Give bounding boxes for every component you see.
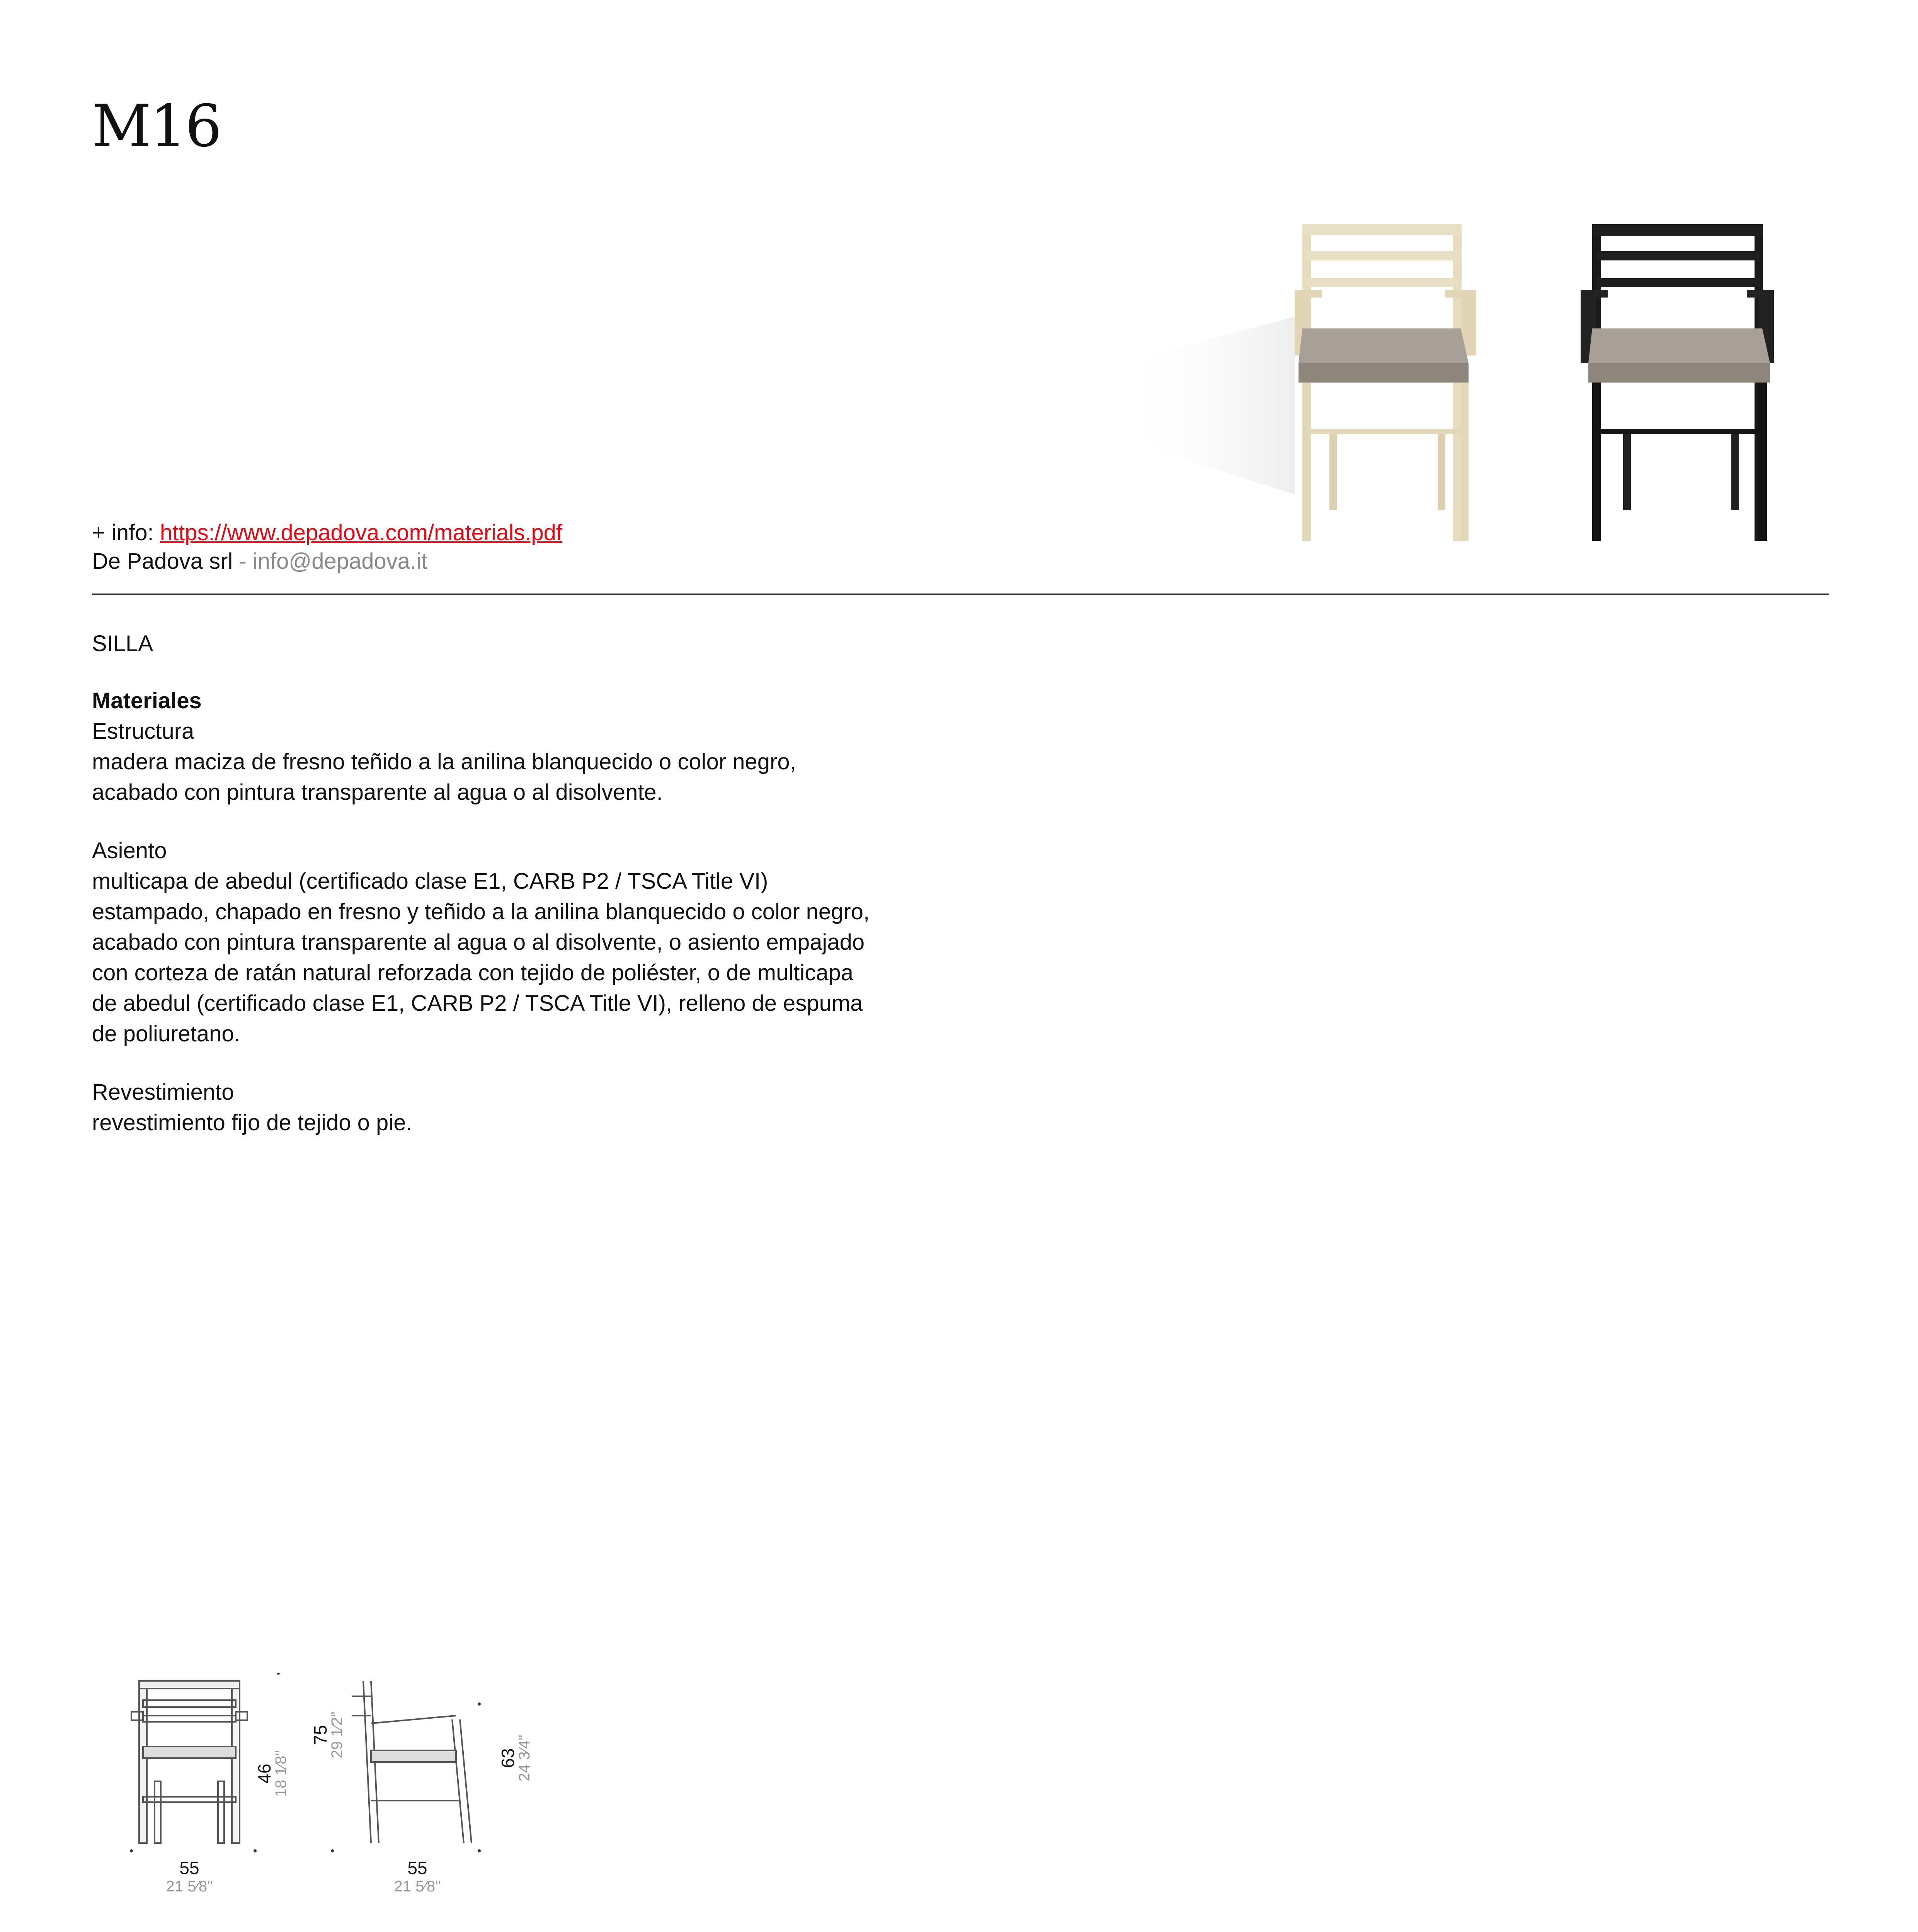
revestimiento-label: Revestimiento xyxy=(92,1080,234,1105)
height-inch-label: 29 1⁄2" xyxy=(328,1711,345,1759)
company-email[interactable]: info@depadova.it xyxy=(252,549,428,574)
asiento-line: acabado con pintura transparente al agua o al disolvente, o asiento empajado xyxy=(92,930,865,955)
estructura-line: madera maciza de fresno teñido a la anilina blanquecido o color negro, xyxy=(92,749,796,774)
info-prefix: + info: xyxy=(92,520,160,545)
dimension-dot xyxy=(331,1849,334,1852)
product-photo xyxy=(1121,201,1855,549)
height-label: 75 xyxy=(310,1725,330,1745)
seat-height-inch-label: 18 1⁄8" xyxy=(272,1750,289,1797)
company-name: De Padova srl xyxy=(92,549,233,574)
front-width-label: 55 xyxy=(179,1858,199,1878)
asiento-line: de poliuretano. xyxy=(92,1021,240,1046)
estructura-line: acabado con pintura transparente al agua o al disolvente. xyxy=(92,780,663,805)
side-view-drawing xyxy=(352,1681,471,1843)
info-separator: - xyxy=(233,549,253,574)
drawing-row xyxy=(130,1673,481,1852)
materials-heading: Materiales xyxy=(92,688,202,713)
chair-black-image xyxy=(1581,224,1774,541)
asiento-paragraph xyxy=(92,835,981,1049)
info-block xyxy=(92,519,562,576)
asiento-line: multicapa de abedul (certificado clase E1, CARB P2 / TSCA Title VI) xyxy=(92,869,768,894)
arm-height-label: 63 xyxy=(498,1748,518,1768)
dimension-dot xyxy=(254,1849,257,1852)
front-width-inch-label: 21 5⁄8" xyxy=(166,1878,213,1895)
section-title: SILLA xyxy=(92,631,153,656)
arm-height-inch-label: 24 3⁄4" xyxy=(516,1735,533,1782)
asiento-line: de abedul (certificado clase E1, CARB P2 / TSCA Title VI), relleno de espuma xyxy=(92,991,863,1016)
chair-white-image xyxy=(1295,224,1476,541)
front-view-drawing xyxy=(131,1681,247,1843)
side-width-label: 55 xyxy=(407,1858,427,1878)
product-title: M16 xyxy=(92,93,221,160)
dimension-dot xyxy=(478,1702,481,1706)
dimension-dot xyxy=(277,1673,280,1675)
revestimiento-paragraph xyxy=(92,1077,981,1138)
divider xyxy=(92,594,1829,595)
estructura-label: Estructura xyxy=(92,719,194,744)
estructura-paragraph xyxy=(92,716,981,808)
dimension-dot xyxy=(130,1849,133,1852)
dimension-dot xyxy=(478,1849,481,1852)
materials-link[interactable]: https://www.depadova.com/materials.pdf xyxy=(160,520,563,545)
asiento-line: con corteza de ratán natural reforzada con tejido de poliéster, o de multicapa xyxy=(92,960,853,985)
asiento-label: Asiento xyxy=(92,838,167,863)
seat-height-label: 46 xyxy=(254,1764,274,1784)
asiento-line: estampado, chapado en fresno y teñido a la anilina blanquecido o color negro, xyxy=(92,899,870,924)
technical-drawings xyxy=(116,1673,618,1932)
revestimiento-line: revestimiento fijo de tejido o pie. xyxy=(92,1110,412,1135)
materials-block xyxy=(92,685,981,1166)
side-width-inch-label: 21 5⁄8" xyxy=(394,1878,441,1895)
